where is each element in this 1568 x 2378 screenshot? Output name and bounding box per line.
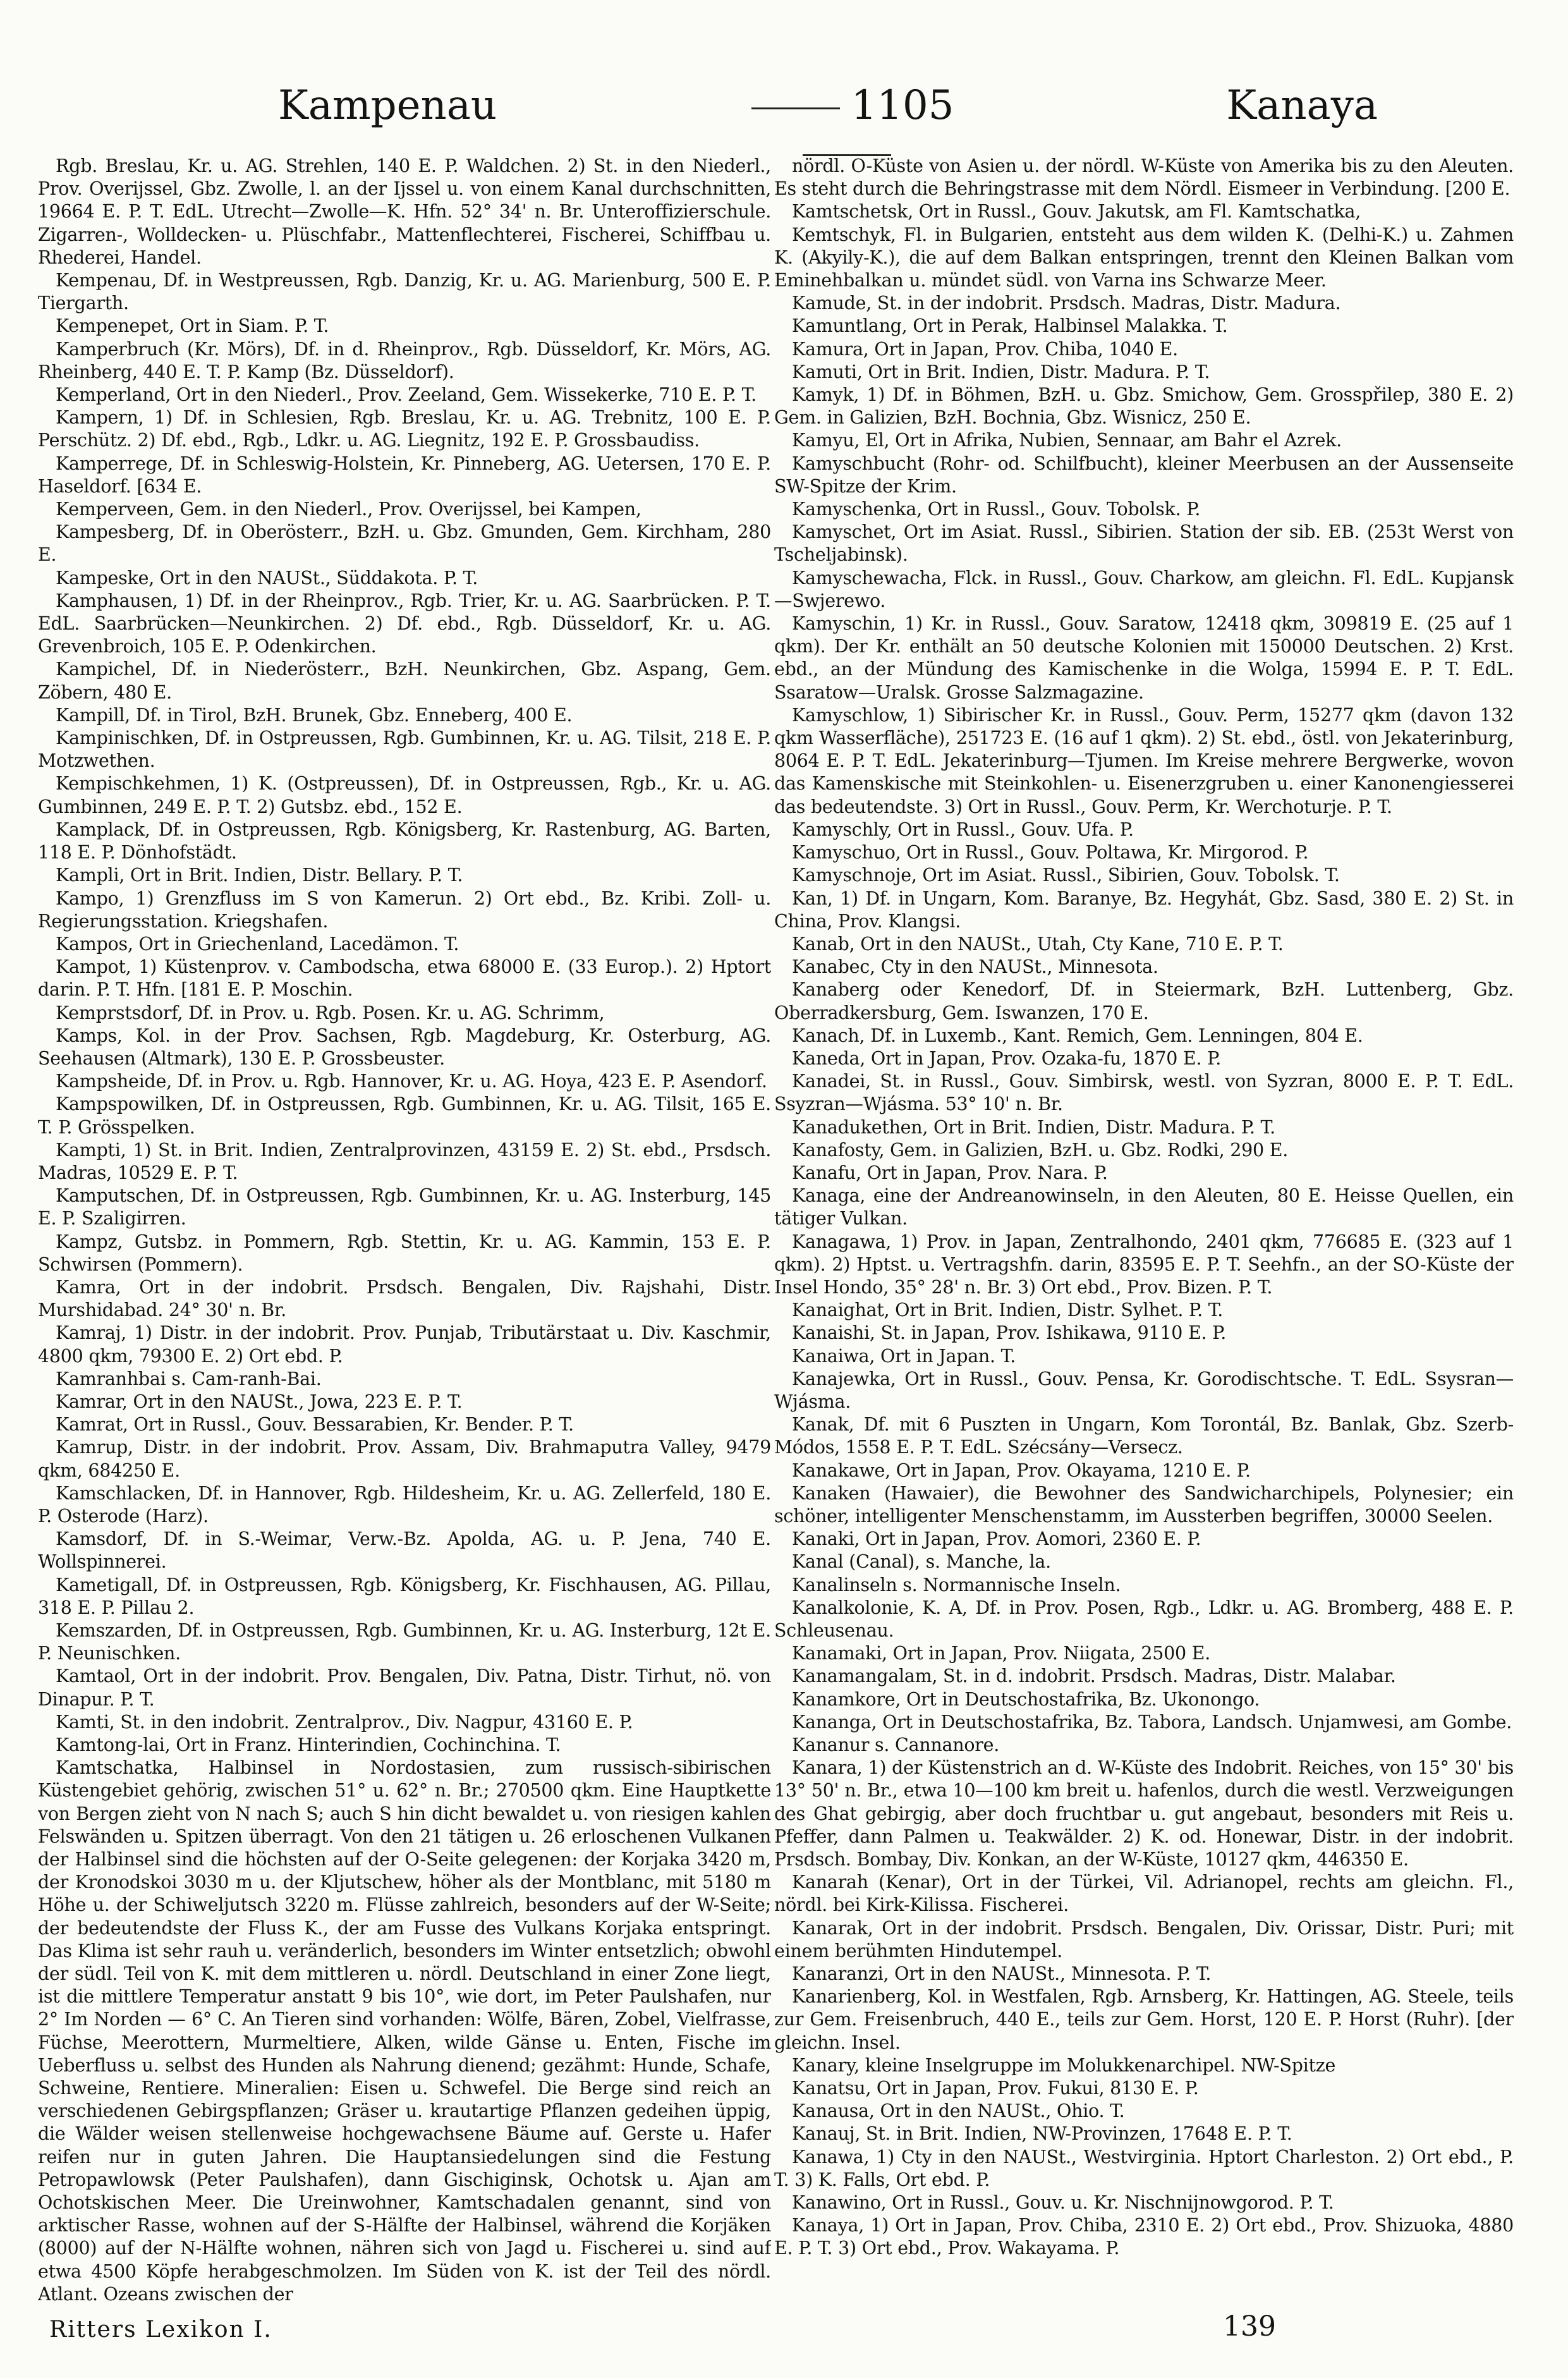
dictionary-entry: Kamps, Kol. in der Prov. Sachsen, Rgb. Magdeburg, Kr. Osterburg, AG. Seehausen (Altmark), 130 E. P. Grossbeuster. [38, 1025, 771, 1069]
dictionary-entry: Kanaki, Ort in Japan, Prov. Aomori, 2360 E. P. [792, 1528, 1201, 1550]
dictionary-entry: Kamputschen, Df. in Ostpreussen, Rgb. Gumbinnen, Kr. u. AG. Insterburg, 145 E. P. Szaligirren. [38, 1185, 771, 1229]
dictionary-entry: Kemprstsdorf, Df. in Prov. u. Rgb. Posen. Kr. u. AG. Schrimm, [56, 1002, 605, 1023]
dictionary-entry: Kanauj, St. in Brit. Indien, NW-Provinzen, 17648 E. P. T. [792, 2123, 1292, 2145]
dictionary-entry: Kanadukethen, Ort in Brit. Indien, Distr. Madura. P. T. [792, 1116, 1275, 1138]
dictionary-entry: Kamrar, Ort in den NAUSt., Jowa, 223 E. P. T. [56, 1391, 463, 1412]
dictionary-entry: Kanafosty, Gem. in Galizien, BzH. u. Gbz. Rodki, 290 E. [792, 1139, 1289, 1161]
dictionary-entry: Kampill, Df. in Tirol, BzH. Brunek, Gbz. Enneberg, 400 E. [56, 704, 573, 726]
dictionary-entry: Rgb. Breslau, Kr. u. AG. Strehlen, 140 E. P. Waldchen. 2) St. in den Niederl., Prov. Overijssel, Gbz. Zwolle, l. an der Ijssel u. von einem Kanal durchschnitten, 19664 E. P. T. EdL. Utrecht—Zwolle—K. Hfn. 52° 34' n. Br. Unteroffizierschule. Zigarren-, Wolldecken- u. Plüschfabr., Mattenflechterei, Fischerei, Schiffbau u. Rhederei, Handel. [38, 155, 771, 268]
dictionary-entry: Kanaya, 1) Ort in Japan, Prov. Chiba, 2310 E. 2) Ort ebd., Prov. Shizuoka, 4880 E. P. T. 3) Ort ebd., Prov. Wakayama. P. [774, 2215, 1514, 2259]
dictionary-entry: Kampsheide, Df. in Prov. u. Rgb. Hannover, Kr. u. AG. Hoya, 423 E. P. Asendorf. [56, 1071, 767, 1092]
dictionary-entry: Kanaiwa, Ort in Japan. T. [792, 1345, 1016, 1367]
dictionary-entry: Kanaberg oder Kenedorf, Df. in Steiermark, BzH. Luttenberg, Gbz. Oberradkersburg, Gem. Iswanzen, 170 E. [774, 979, 1514, 1023]
dictionary-entry: Kamura, Ort in Japan, Prov. Chiba, 1040 E. [792, 338, 1178, 360]
text-columns [38, 155, 1536, 2317]
dictionary-entry: Kamuntlang, Ort in Perak, Halbinsel Malakka. T. [792, 315, 1228, 337]
dictionary-entry: Kananur s. Cannanore. [792, 1735, 1000, 1756]
dictionary-entry: Kanafu, Ort in Japan, Prov. Nara. P. [792, 1162, 1108, 1183]
dictionary-entry: Kamyschin, 1) Kr. in Russl., Gouv. Saratow, 12418 qkm, 309819 E. (25 auf 1 qkm). Der Kr. enthält an 50 deutsche Kolonien mit 150000 Deutschen. 2) Krst. ebd., an der Mündung des Kamischenke in die Wolga, 15994 E. P. T. EdL. Ssaratow—Uralsk. Grosse Salzmagazine. [774, 613, 1514, 703]
dictionary-entry: Kanara, 1) der Küstenstrich an d. W-Küste des Indobrit. Reiches, von 15° 30' bis 13° 50' n. Br., etwa 10—100 km breit u. hafenlos, durch die westl. Verzweigungen des Ghat gebirgig, aber doch fruchtbar u. gut angebaut, besonders mit Reis u. Pfeffer, dann Palmen u. Teakwälder. 2) K. od. Honewar, Distr. in der indobrit. Prsdsch. Bombay, Div. Konkan, an der W-Küste, 10127 qkm, 446350 E. [774, 1757, 1514, 1870]
dictionary-entry: Kemszarden, Df. in Ostpreussen, Rgb. Gumbinnen, Kr. u. AG. Insterburg, 12t E. P. Neunischken. [38, 1620, 771, 1664]
dictionary-entry: Kamyschet, Ort im Asiat. Russl., Sibirien. Station der sib. EB. (253t Werst von Tscheljabinsk). [774, 521, 1514, 566]
dictionary-entry: Kampinischken, Df. in Ostpreussen, Rgb. Gumbinnen, Kr. u. AG. Tilsit, 218 E. P. Motzwethen. [38, 728, 771, 772]
dictionary-entry: Kanamaki, Ort in Japan, Prov. Niigata, 2500 E. [792, 1643, 1211, 1664]
dictionary-entry: Kempenepet, Ort in Siam. P. T. [56, 315, 329, 337]
dictionary-entry: Kemperland, Ort in den Niederl., Prov. Zeeland, Gem. Wissekerke, 710 E. P. T. [56, 384, 757, 406]
dictionary-entry: Kampesberg, Df. in Oberösterr., BzH. u. Gbz. Gmunden, Gem. Kirchham, 280 E. [38, 521, 771, 566]
dictionary-entry: Kampern, 1) Df. in Schlesien, Rgb. Breslau, Kr. u. AG. Trebnitz, 100 E. P. Perschütz. 2) Df. ebd., Rgb., Ldkr. u. AG. Liegnitz, 192 E. P. Grossbaudiss. [38, 407, 771, 451]
dictionary-entry: Kampti, 1) St. in Brit. Indien, Zentralprovinzen, 43159 E. 2) St. ebd., Prsdsch. Madras, 10529 E. P. T. [38, 1139, 771, 1183]
dictionary-entry: Kamtschetsk, Ort in Russl., Gouv. Jakutsk, am Fl. Kamtschatka, [792, 201, 1361, 223]
dictionary-entry: Kamperrege, Df. in Schleswig-Holstein, Kr. Pinneberg, AG. Uetersen, 170 E. P. Haseldorf. [634 E. [38, 453, 771, 497]
dictionary-entry: Kanarak, Ort in der indobrit. Prsdsch. Bengalen, Div. Orissar, Distr. Puri; mit einem berühmten Hindutempel. [774, 1917, 1514, 1961]
dictionary-entry: Kanarah (Kenar), Ort in der Türkei, Vil. Adrianopel, rechts am gleichn. Fl., nördl. bei Kirk-Kilissa. Fischerei. [774, 1872, 1514, 1916]
footer-signature: Ritters Lexikon I. [49, 2317, 272, 2343]
dictionary-entry: Kanatsu, Ort in Japan, Prov. Fukui, 8130 E. P. [792, 2078, 1199, 2099]
dictionary-entry: Kanarienberg, Kol. in Westfalen, Rgb. Arnsberg, Kr. Hattingen, AG. Steele, teils zur Gem. Freisenbruch, 440 E., teils zur Gem. Horst, 120 E. P. Horst (Ruhr). [der gleichn. Insel. [774, 1986, 1514, 2053]
dictionary-entry: Kamti, St. in den indobrit. Zentralprov., Div. Nagpur, 43160 E. P. [56, 1711, 633, 1733]
dictionary-entry: Kamyschewacha, Flck. in Russl., Gouv. Charkow, am gleichn. Fl. EdL. Kupjansk—Swjerewo. [774, 567, 1514, 611]
dictionary-entry: Kampichel, Df. in Niederösterr., BzH. Neunkirchen, Gbz. Aspang, Gem. Zöbern, 480 E. [38, 659, 771, 703]
dictionary-entry: Kampspowilken, Df. in Ostpreussen, Rgb. Gumbinnen, Kr. u. AG. Tilsit, 165 E. T. P. Grösspelken. [38, 1094, 771, 1138]
dictionary-entry: Kananga, Ort in Deutschostafrika, Bz. Tabora, Landsch. Unjamwesi, am Gombe. [792, 1711, 1512, 1733]
dictionary-entry: Kanawino, Ort in Russl., Gouv. u. Kr. Nischnijnowgorod. P. T. [792, 2192, 1334, 2214]
dictionary-entry: Kamyk, 1) Df. in Böhmen, BzH. u. Gbz. Smichow, Gem. Grosspřilep, 380 E. 2) Gem. in Galizien, BzH. Bochnia, Gbz. Wisnicz, 250 E. [774, 384, 1514, 429]
dictionary-entry: Kanalkolonie, K. A, Df. in Prov. Posen, Rgb., Ldkr. u. AG. Bromberg, 488 E. P. Schleusenau. [774, 1597, 1514, 1641]
dictionary-entry: Kanausa, Ort in den NAUSt., Ohio. T. [792, 2101, 1125, 2122]
left-column [38, 155, 771, 2317]
dictionary-entry: Kanaga, eine der Andreanowinseln, in den Aleuten, 80 E. Heisse Quellen, ein tätiger Vulkan. [774, 1185, 1514, 1229]
page-header [278, 82, 1378, 152]
dictionary-entry: Kanajewka, Ort in Russl., Gouv. Pensa, Kr. Gorodischtsche. T. EdL. Ssysran—Wjásma. [774, 1368, 1514, 1412]
dictionary-entry: Kanary, kleine Inselgruppe im Molukkenarchipel. NW-Spitze [792, 2054, 1336, 2076]
dictionary-entry: Kamyschnoje, Ort im Asiat. Russl., Sibirien, Gouv. Tobolsk. T. [792, 865, 1340, 886]
dictionary-entry: Kampo, 1) Grenzfluss im S von Kamerun. 2) Ort ebd., Bz. Kribi. Zoll- u. Regierungsstation. Kriegshafen. [38, 887, 771, 932]
dictionary-entry: Kamyschly, Ort in Russl., Gouv. Ufa. P. [792, 819, 1134, 840]
dictionary-entry: Kanaken (Hawaier), die Bewohner des Sandwicharchipels, Polynesier; ein schöner, intelligenter Menschenstamm, im Aussterben begriffen, 30000 Seelen. [774, 1482, 1514, 1527]
dictionary-entry: Kamyschbucht (Rohr- od. Schilfbucht), kleiner Meerbusen an der Aussenseite SW-Spitze der Krim. [774, 453, 1514, 497]
dictionary-entry: Kampli, Ort in Brit. Indien, Distr. Bellary. P. T. [56, 865, 463, 886]
dictionary-entry: Kamyschlow, 1) Sibirischer Kr. in Russl., Gouv. Perm, 15277 qkm (davon 132 qkm Wasserfläche), 251723 E. (16 auf 1 qkm). 2) St. ebd., östl. von Jekaterinburg, 8064 E. P. T. EdL. Jekaterinburg—Tjumen. Im Kreise mehrere Bergwerke, wovon das Kamenskische mit Steinkohlen- u. Eisenerzgruben u. einer Kanonengiesserei das bedeutendste. 3) Ort in Russl., Gouv. Perm, Kr. Werchoturje. P. T. [774, 704, 1514, 817]
right-column [774, 155, 1514, 2317]
header-dash-left [751, 107, 840, 109]
dictionary-entry: Kanaranzi, Ort in den NAUSt., Minnesota. P. T. [792, 1963, 1212, 1985]
dictionary-entry: Kampz, Gutsbz. in Pommern, Rgb. Stettin, Kr. u. AG. Kammin, 153 E. P. Schwirsen (Pommern). [38, 1231, 771, 1275]
dictionary-entry: Kampos, Ort in Griechenland, Lacedämon. T. [56, 933, 459, 954]
dictionary-entry: Kamyschuo, Ort in Russl., Gouv. Poltawa, Kr. Mirgorod. P. [792, 842, 1309, 863]
dictionary-entry: Kamtschatka, Halbinsel in Nordostasien, zum russisch-sibirischen Küstengebiet gehörig, zwischen 51° u. 62° n. Br.; 270500 qkm. Eine Hauptkette von Bergen zieht von N nach S; auch S hin dicht bewaldet u. von riesigen kahlen Felswänden u. Spitzen überragt. Von den 21 tätigen u. 26 erloschenen Vulkanen der Halbinsel sind die höchsten auf der O-Seite gelegenen: der Korjaka 3420 m, der Kronodskoi 3030 m u. der Kljutschew, höher als der Montblanc, mit 5180 m Höhe u. der Schiweljutsch 3220 m. Flüsse zahlreich, besonders auf der W-Seite; der bedeutendste der Fluss K., der am Fusse des Vulkans Korjaka entspringt. Das Klima ist sehr rauh u. veränderlich, besonders im Winter entsetzlich; obwohl der südl. Teil von K. mit dem mittleren u. nördl. Deutschland in einer Zone liegt, ist die mittlere Temperatur anstatt 9 bis 10°, wie dort, im Peter Paulshafen, nur 2° Im Norden — 6° C. An Tieren sind vorhanden: Wölfe, Bären, Zobel, Vielfrasse, Füchse, Meerottern, Murmeltiere, Alken, wilde Gänse u. Enten, Fische im Ueberfluss u. selbst des Hunden als Nahrung dienend; gezähmt: Hunde, Schafe, Schweine, Rentiere. Mineralien: Eisen u. Schwefel. Die Berge sind reich an verschiedenen Gebirgspflanzen; Gräser u. krautartige Pflanzen gedeihen üppig, die Wälder weisen stellenweise hochgewachsene Bäume auf. Gerste u. Hafer reifen nur in guten Jahren. Die Hauptansiedelungen sind die Festung Petropawlowsk (Peter Paulshafen), dann Gischiginsk, Ochotsk u. Ajan am Ochotskischen Meer. Die Ureinwohner, Kamtschadalen genannt, sind von arktischer Rasse, wohnen auf der S-Hälfte der Halbinsel, während die Korjäken (8000) auf der N-Hälfte wohnen, nähren sich von Jagd u. Fischerei u. sind auf etwa 4500 Köpfe herabgeschmolzen. Im Süden von K. ist der Teil des nördl. Atlant. Ozeans zwischen der [38, 1757, 771, 2305]
dictionary-entry: Kamra, Ort in der indobrit. Prsdsch. Bengalen, Div. Rajshahi, Distr. Murshidabad. 24° 30' n. Br. [38, 1276, 771, 1321]
dictionary-entry: Kamtong-lai, Ort in Franz. Hinterindien, Cochinchina. T. [56, 1735, 561, 1756]
dictionary-entry: Kamyschenka, Ort in Russl., Gouv. Tobolsk. P. [792, 499, 1201, 520]
dictionary-entry: Kaneda, Ort in Japan, Prov. Ozaka-fu, 1870 E. P. [792, 1047, 1222, 1069]
dictionary-entry: nördl. O-Küste von Asien u. der nördl. W-Küste von Amerika bis zu den Aleuten. Es steht durch die Behringstrasse mit dem Nördl. Eismeer in Verbindung. [200 E. [774, 155, 1514, 200]
dictionary-entry: Kemperveen, Gem. in den Niederl., Prov. Overijssel, bei Kampen, [56, 499, 641, 520]
dictionary-entry: Kempischkehmen, 1) K. (Ostpreussen), Df. in Ostpreussen, Rgb., Kr. u. AG. Gumbinnen, 249 E. P. T. 2) Gutsbz. ebd., 152 E. [38, 773, 771, 817]
dictionary-entry: Kamsdorf, Df. in S.-Weimar, Verw.-Bz. Apolda, AG. u. P. Jena, 740 E. Wollspinnerei. [38, 1528, 771, 1573]
dictionary-entry: Kamraj, 1) Distr. in der indobrit. Prov. Punjab, Tributärstaat u. Div. Kaschmir, 4800 qkm, 79300 E. 2) Ort ebd. P. [38, 1322, 771, 1367]
dictionary-entry: Kanalinseln s. Normannische Inseln. [792, 1574, 1121, 1595]
dictionary-entry: Kanaishi, St. in Japan, Prov. Ishikawa, 9110 E. P. [792, 1322, 1227, 1344]
dictionary-entry: Kan, 1) Df. in Ungarn, Kom. Baranye, Bz. Hegyhát, Gbz. Sasd, 380 E. 2) St. in China, Prov. Klangsi. [774, 887, 1514, 932]
dictionary-entry: Kanab, Ort in den NAUSt., Utah, Cty Kane, 710 E. P. T. [792, 933, 1284, 954]
footer-page-number: 139 [1223, 2310, 1276, 2343]
dictionary-entry: Kanach, Df. in Luxemb., Kant. Remich, Gem. Lenningen, 804 E. [792, 1025, 1363, 1046]
dictionary-entry: Kanabec, Cty in den NAUSt., Minnesota. [792, 956, 1158, 978]
dictionary-entry: Kampot, 1) Küstenprov. v. Cambodscha, etwa 68000 E. (33 Europ.). 2) Hptort darin. P. T. Hfn. [181 E. P. Moschin. [38, 956, 771, 1001]
dictionary-entry: Kemtschyk, Fl. in Bulgarien, entsteht aus dem wilden K. (Delhi-K.) u. Zahmen K. (Akyily-K.), die auf dem Balkan entspringen, trennt den Kleinen Balkan vom Eminehbalkan u. mündet südl. von Varna ins Schwarze Meer. [774, 224, 1514, 291]
header-right-keyword: Kanaya [1226, 82, 1378, 129]
dictionary-entry: Kamranhbai s. Cam-ranh-Bai. [56, 1368, 322, 1389]
dictionary-entry: Kamplack, Df. in Ostpreussen, Rgb. Königsberg, Kr. Rastenburg, AG. Barten, 118 E. P. Dönhofstädt. [38, 819, 771, 863]
dictionary-entry: Kamphausen, 1) Df. in der Rheinprov., Rgb. Trier, Kr. u. AG. Saarbrücken. P. T. EdL. Saarbrücken—Neunkirchen. 2) Df. ebd., Rgb. Düsseldorf, Kr. u. AG. Grevenbroich, 105 E. P. Odenkirchen. [38, 590, 771, 657]
header-center-text: 1105 [851, 82, 954, 129]
dictionary-entry: Kamuti, Ort in Brit. Indien, Distr. Madura. P. T. [792, 361, 1210, 382]
dictionary-entry: Kametigall, Df. in Ostpreussen, Rgb. Königsberg, Kr. Fischhausen, AG. Pillau, 318 E. P. Pillau 2. [38, 1574, 771, 1618]
dictionary-entry: Kanaighat, Ort in Brit. Indien, Distr. Sylhet. P. T. [792, 1300, 1224, 1321]
dictionary-entry: Kamrup, Distr. in der indobrit. Prov. Assam, Div. Brahmaputra Valley, 9479 qkm, 684250 E. [38, 1437, 771, 1481]
dictionary-entry: Kanakawe, Ort in Japan, Prov. Okayama, 1210 E. P. [792, 1460, 1251, 1481]
dictionary-entry: Kanamkore, Ort in Deutschostafrika, Bz. Ukonongo. [792, 1688, 1260, 1710]
dictionary-entry: Kampeske, Ort in den NAUSt., Süddakota. P. T. [56, 567, 478, 588]
dictionary-entry: Kamrat, Ort in Russl., Gouv. Bessarabien, Kr. Bender. P. T. [56, 1414, 574, 1436]
dictionary-entry: Kamude, St. in der indobrit. Prsdsch. Madras, Distr. Madura. [792, 293, 1341, 314]
dictionary-entry: Kamyu, El, Ort in Afrika, Nubien, Sennaar, am Bahr el Azrek. [792, 430, 1342, 451]
dictionary-entry: Kanawa, 1) Cty in den NAUSt., Westvirginia. Hptort Charleston. 2) Ort ebd., P. T. 3) K. Falls, Ort ebd. P. [774, 2146, 1514, 2190]
dictionary-entry: Kanadei, St. in Russl., Gouv. Simbirsk, westl. von Syzran, 8000 E. P. T. EdL. Ssyzran—Wjásma. 53° 10' n. Br. [774, 1071, 1514, 1115]
dictionary-entry: Kempenau, Df. in Westpreussen, Rgb. Danzig, Kr. u. AG. Marienburg, 500 E. P. Tiergarth. [38, 270, 771, 314]
dictionary-entry: Kamschlacken, Df. in Hannover, Rgb. Hildesheim, Kr. u. AG. Zellerfeld, 180 E. P. Osterode (Harz). [38, 1482, 771, 1527]
dictionary-entry: Kanak, Df. mit 6 Puszten in Ungarn, Kom Torontál, Bz. Banlak, Gbz. Szerb-Módos, 1558 E. P. T. EdL. Szécsány—Versecz. [774, 1414, 1514, 1458]
dictionary-entry: Kamtaol, Ort in der indobrit. Prov. Bengalen, Div. Patna, Distr. Tirhut, nö. von Dinapur. P. T. [38, 1666, 771, 1710]
header-left-keyword: Kampenau [278, 82, 497, 129]
dictionary-entry: Kanamangalam, St. in d. indobrit. Prsdsch. Madras, Distr. Malabar. [792, 1666, 1396, 1687]
dictionary-entry: Kanagawa, 1) Prov. in Japan, Zentralhondo, 2401 qkm, 776685 E. (323 auf 1 qkm). 2) Hptst. u. Vertragshfn. darin, 83595 E. P. T. Seehfn., an der SO-Küste der Insel Hondo, 35° 28' n. Br. 3) Ort ebd., Prov. Bizen. P. T. [774, 1231, 1514, 1298]
dictionary-entry: Kanal (Canal), s. Manche, la. [792, 1551, 1051, 1573]
dictionary-entry: Kamperbruch (Kr. Mörs), Df. in d. Rheinprov., Rgb. Düsseldorf, Kr. Mörs, AG. Rheinberg, 440 E. T. P. Kamp (Bz. Düsseldorf). [38, 338, 771, 382]
